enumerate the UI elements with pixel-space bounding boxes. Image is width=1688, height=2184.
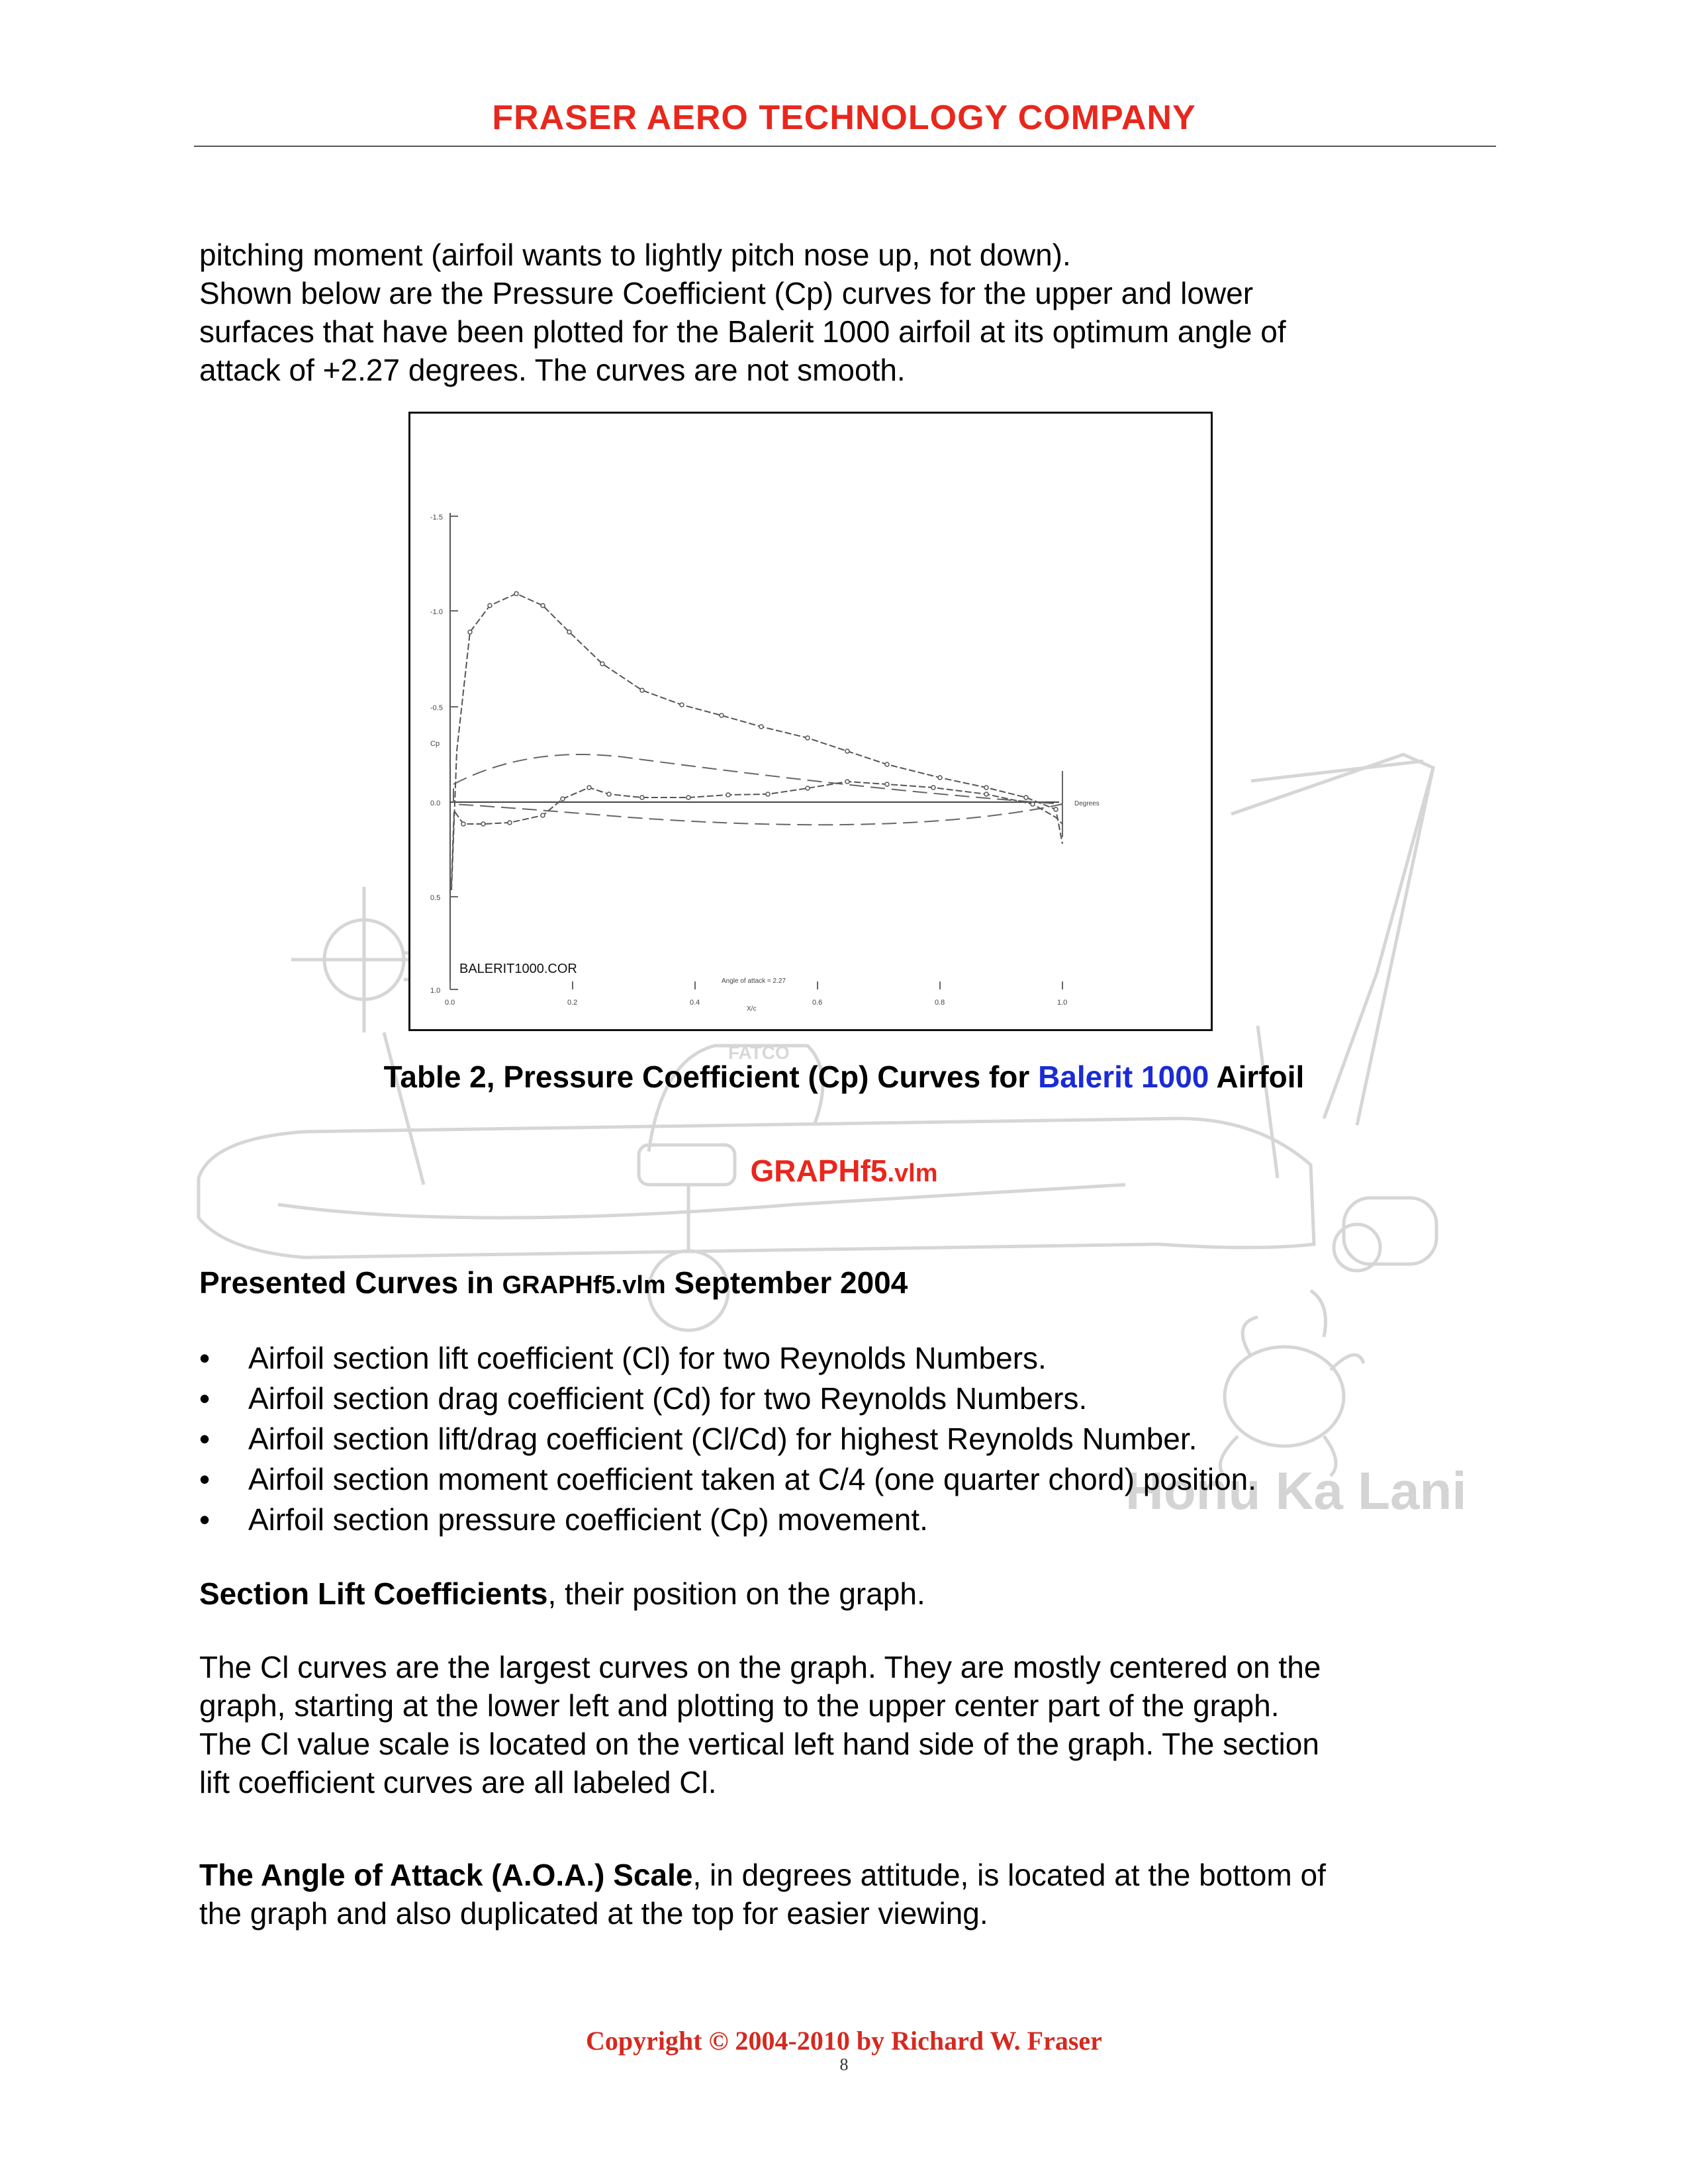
aoa-line2: the graph and also duplicated at the top for easier viewing. — [199, 1896, 988, 1931]
heading-suffix: September 2004 — [665, 1265, 908, 1300]
intro-line: pitching moment (airfoil wants to lightly pitch nose up, not down). — [199, 238, 1071, 272]
graph-file-name — [0, 1153, 1688, 1189]
bullet-icon: • — [199, 1422, 211, 1456]
y-tick-label: 1.0 — [430, 987, 441, 995]
list-item — [199, 1459, 1497, 1500]
x-tick-label: 0.0 — [445, 999, 455, 1007]
presented-curves-heading — [199, 1263, 1497, 1304]
y-tick-label: -1.0 — [430, 608, 443, 616]
list-item — [199, 1379, 1497, 1419]
list-item — [199, 1419, 1497, 1459]
upper-surface-cp-curve — [451, 594, 1062, 890]
list-item-text: Airfoil section pressure coefficient (Cp) movement. — [248, 1502, 928, 1537]
degrees-label: Degrees — [1074, 800, 1100, 807]
cl-curves-paragraph — [199, 1648, 1497, 1801]
header-divider — [194, 146, 1496, 147]
bullet-icon: • — [199, 1502, 211, 1537]
bullet-icon: • — [199, 1462, 211, 1496]
bullet-icon: • — [199, 1381, 211, 1416]
list-item-text: Airfoil section lift coefficient (Cl) for two Reynolds Numbers. — [248, 1341, 1047, 1375]
page-number: 8 — [839, 2055, 849, 2074]
intro-line: attack of +2.27 degrees. The curves are not smooth. — [199, 353, 906, 387]
airfoil-name-highlight: Balerit 1000 — [1038, 1060, 1209, 1094]
honu-ka-lani-watermark-text: Honu Ka Lani — [1125, 1461, 1467, 1520]
heading-file: GRAPHf5.vlm — [502, 1271, 666, 1299]
y-axis-label: Cp — [430, 740, 440, 748]
cl-line: The Cl curves are the largest curves on the graph. They are mostly centered on the — [199, 1650, 1321, 1684]
list-item — [199, 1338, 1497, 1379]
x-tick-label: 0.2 — [567, 999, 578, 1007]
x-tick-label: 1.0 — [1057, 999, 1068, 1007]
section-lift-rest: , their position on the graph. — [547, 1576, 925, 1611]
cl-line: The Cl value scale is located on the vertical left hand side of the graph. The section — [199, 1727, 1319, 1761]
aoa-line1-rest: , in degrees attitude, is located at the bottom of — [692, 1858, 1326, 1892]
graph-file-extension: .vlm — [887, 1160, 938, 1187]
graph-file-base: GRAPHf5 — [750, 1154, 888, 1188]
bullet-icon: • — [199, 1341, 211, 1375]
section-lift-bold: Section Lift Coefficients — [199, 1576, 548, 1611]
list-item-text: Airfoil section lift/drag coefficient (Cl/Cd) for highest Reynolds Number. — [248, 1422, 1197, 1456]
table-caption — [0, 1059, 1688, 1095]
x-tick-label: 0.4 — [690, 999, 700, 1007]
section-lift-paragraph — [199, 1574, 1497, 1613]
aoa-bold: The Angle of Attack (A.O.A.) Scale — [199, 1858, 693, 1892]
table-caption-suffix: Airfoil — [1209, 1060, 1305, 1094]
angle-of-attack-label: Angle of attack = 2.27 — [722, 978, 786, 985]
intro-line: surfaces that have been plotted for the Balerit 1000 airfoil at its optimum angle of — [199, 314, 1286, 349]
copyright-footer: Copyright © 2004-2010 by Richard W. Fraser — [586, 2026, 1102, 2056]
file-label: BALERIT1000.COR — [459, 962, 577, 976]
heading-prefix: Presented Curves in — [199, 1265, 502, 1300]
y-tick-label: -0.5 — [430, 704, 443, 712]
intro-paragraph — [199, 236, 1497, 389]
presented-curves-list — [199, 1338, 1497, 1540]
cp-curves-plot — [410, 414, 1209, 1025]
y-tick-label: 0.0 — [430, 799, 441, 807]
y-tick-label: -1.5 — [430, 514, 443, 522]
x-tick-label: 0.6 — [812, 999, 823, 1007]
fatco-watermark-text: FATCO — [728, 1042, 790, 1063]
list-item — [199, 1500, 1497, 1540]
y-tick-label: 0.5 — [430, 894, 441, 902]
lower-surface-cp-curve — [451, 782, 1062, 884]
cl-line: lift coefficient curves are all labeled Cl. — [199, 1765, 717, 1799]
aoa-scale-paragraph — [199, 1856, 1497, 1933]
cl-line: graph, starting at the lower left and plotting to the upper center part of the graph. — [199, 1688, 1280, 1723]
list-item-text: Airfoil section drag coefficient (Cd) for two Reynolds Numbers. — [248, 1381, 1088, 1416]
x-axis-label: X/c — [747, 1005, 757, 1013]
intro-line: Shown below are the Pressure Coefficient (Cp) curves for the upper and lower — [199, 276, 1254, 310]
table-caption-prefix: Table 2, Pressure Coefficient (Cp) Curves for — [383, 1060, 1039, 1094]
list-item-text: Airfoil section moment coefficient taken at C/4 (one quarter chord) position. — [248, 1462, 1257, 1496]
x-tick-label: 0.8 — [935, 999, 945, 1007]
header-title: FRASER AERO TECHNOLOGY COMPANY — [492, 99, 1196, 137]
